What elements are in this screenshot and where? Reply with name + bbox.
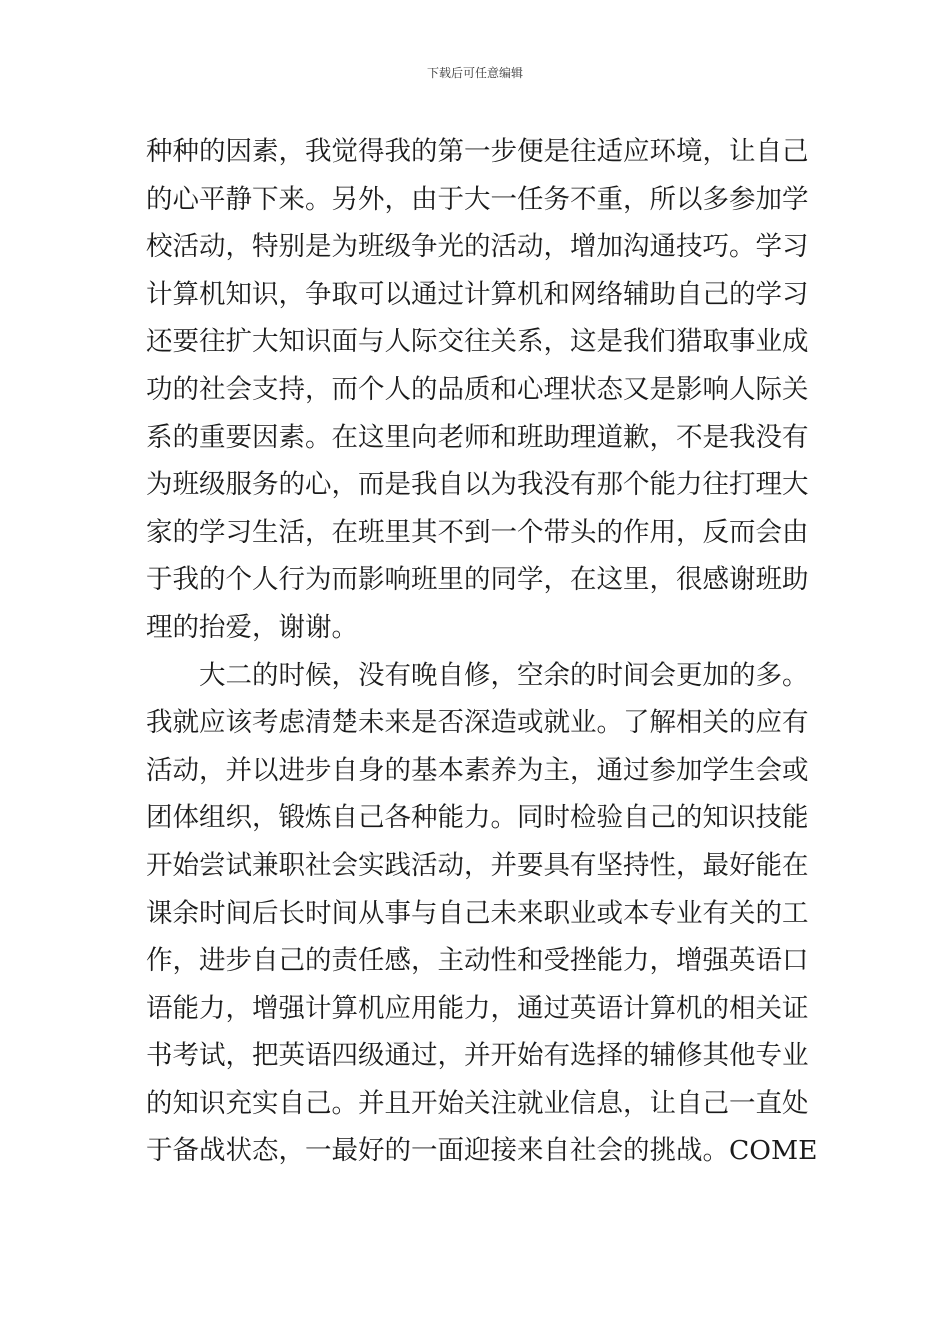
text-line: 家的学习生活，在班里其不到一个带头的作用，反而会由	[146, 516, 809, 548]
text-line: 的知识充实自己。并且开始关注就业信息，让自己一直处	[146, 1087, 809, 1119]
text-line: 计算机知识，争取可以通过计算机和网络辅助自己的学习	[146, 278, 809, 310]
text-line: 我就应该考虑清楚未来是否深造或就业。了解相关的应有	[146, 707, 809, 739]
text-line: 书考试，把英语四级通过，并开始有选择的辅修其他专业	[146, 1040, 809, 1072]
text-line: 种种的因素，我觉得我的第一步便是往适应环境，让自己	[146, 136, 809, 167]
text-line: 系的重要因素。在这里向老师和班助理道歉，不是我没有	[146, 421, 809, 453]
paragraph-first-line: 大二的时候，没有晚自修，空余的时间会更加的多。	[199, 659, 809, 691]
text-line: 为班级服务的心，而是我自以为我没有那个能力往打理大	[146, 469, 809, 501]
text-line: 校活动，特别是为班级争光的活动，增加沟通技巧。学习	[146, 231, 809, 263]
text-line: 开始尝试兼职社会实践活动，并要具有坚持性，最好能在	[146, 849, 809, 881]
text-line: 于备战状态，一最好的一面迎接来自社会的挑战。COME	[146, 1135, 818, 1167]
page-header: 下载后可任意编辑	[426, 66, 523, 80]
text-line: 活动，并以进步自身的基本素养为主，通过参加学生会或	[146, 754, 809, 786]
text-line: 功的社会支持，而个人的品质和心理状态又是影响人际关	[146, 373, 809, 405]
text-line: 的心平静下来。另外，由于大一任务不重，所以多参加学	[146, 183, 809, 215]
text-line: 团体组织，锻炼自己各种能力。同时检验自己的知识技能	[146, 802, 809, 834]
document-body	[146, 128, 818, 1175]
text-line: 作，进步自己的责任感，主动性和受挫能力，增强英语口	[146, 945, 809, 977]
paragraph-end-line: 理的抬爱，谢谢。	[146, 611, 358, 643]
text-line: 课余时间后长时间从事与自己未来职业或本专业有关的工	[146, 897, 809, 929]
text-line: 语能力，增强计算机应用能力，通过英语计算机的相关证	[146, 992, 809, 1024]
text-line: 于我的个人行为而影响班里的同学，在这里，很感谢班助	[146, 564, 809, 596]
text-line: 还要往扩大知识面与人际交往关系，这是我们猎取事业成	[146, 326, 809, 358]
